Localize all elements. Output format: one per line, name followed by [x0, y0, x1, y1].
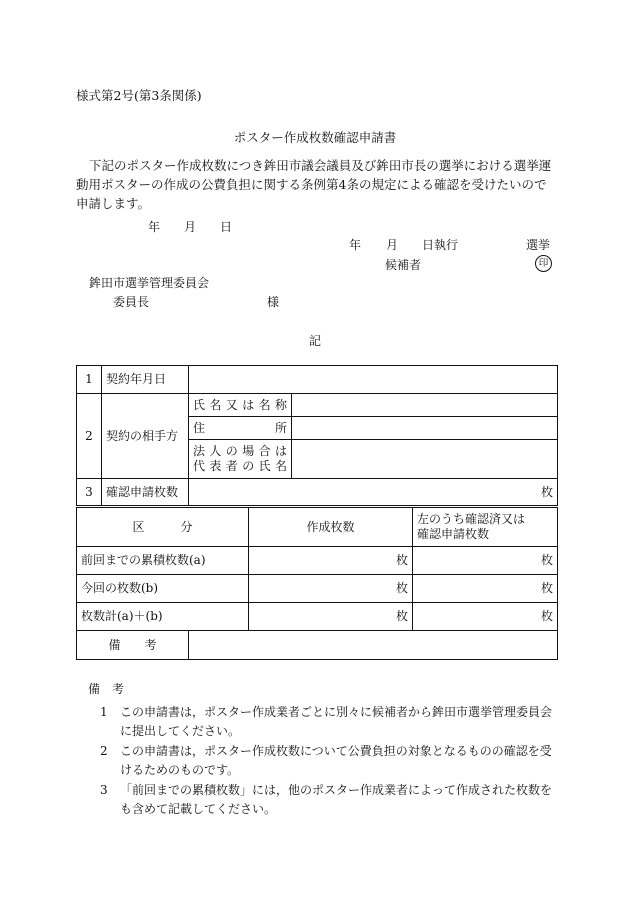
chairman-label: 委員長: [113, 295, 150, 309]
intro-paragraph: [76, 156, 556, 213]
document-title: ポスター作成枚数確認申請書: [233, 130, 397, 145]
intro-text: 下記のポスター作成枚数につき鉾田市議会議員及び鉾田市長の選挙における選挙運動用ポスターの作成の公費負担に関する条例第4条の規定による確認を受けたいので申請します。: [76, 158, 552, 211]
contract-party-label: 契約の相手方: [102, 394, 189, 479]
cumulative-confirmed-field[interactable]: 枚: [413, 547, 558, 575]
date-day-label: 日: [220, 220, 233, 234]
confirmed-header-line2: 確認申請枚数: [417, 527, 490, 541]
poster-count-table: [76, 507, 558, 660]
total-label: 枚数計(a)＋(b): [77, 603, 249, 631]
candidate-label: 候補者: [385, 258, 422, 272]
table-row: [77, 603, 558, 631]
table-row: [77, 394, 558, 417]
note-item: [88, 742, 558, 780]
note-item: [88, 781, 558, 819]
election-month-label: 月: [386, 238, 399, 252]
date-month-label: 月: [184, 220, 197, 234]
remarks-label: 備 考: [77, 631, 189, 660]
address-label: 住所: [189, 417, 292, 440]
remarks-field[interactable]: [189, 631, 558, 660]
total-confirmed-field[interactable]: 枚: [413, 603, 558, 631]
note-number: 3: [100, 783, 108, 797]
election-year-label: 年: [349, 238, 362, 252]
notes-title: 備 考: [88, 682, 125, 696]
note-text: この申請書は，ポスター作成業者ごとに別々に候補者から鉾田市選挙管理委員会に提出してください。: [120, 705, 553, 738]
election-day-executed-label: 日執行: [422, 238, 459, 252]
contract-date-field[interactable]: [189, 366, 558, 394]
note-text: この申請書は，ポスター作成枚数について公費負担の対象となるものの確認を受けるためのものです。: [120, 744, 552, 777]
notes-section: [88, 680, 558, 820]
row-number: 2: [77, 394, 102, 479]
table-row: [77, 366, 558, 394]
representative-label-line2: 代表者の氏名: [193, 459, 287, 473]
representative-label-line1: 法人の場合は: [193, 444, 287, 458]
committee-name: 鉾田市選挙管理委員会: [89, 276, 210, 290]
confirmed-header-line1: 左のうち確認済又は: [417, 512, 526, 526]
made-count-header: 作成枚数: [249, 508, 413, 547]
contract-info-table: [76, 365, 558, 506]
requested-count-label: 確認申請枚数: [102, 479, 189, 506]
address-field[interactable]: [292, 417, 558, 440]
representative-field[interactable]: [292, 440, 558, 479]
requested-count-field[interactable]: 枚: [189, 479, 558, 506]
name-field[interactable]: [292, 394, 558, 417]
current-made-field[interactable]: 枚: [249, 575, 413, 603]
cumulative-label: 前回までの累積枚数(a): [77, 547, 249, 575]
current-confirmed-field[interactable]: 枚: [413, 575, 558, 603]
row-number: 1: [77, 366, 102, 394]
table-header-row: [77, 508, 558, 547]
row-number: 3: [77, 479, 102, 506]
current-label: 今回の枚数(b): [77, 575, 249, 603]
table-row: [77, 631, 558, 660]
table-row: [77, 575, 558, 603]
table-row: [77, 479, 558, 506]
honorific-label: 様: [267, 295, 280, 309]
confirmed-count-header: [413, 508, 558, 547]
note-item: [88, 703, 558, 741]
date-year-label: 年: [148, 220, 161, 234]
form-number: 様式第2号(第3条関係): [76, 88, 202, 103]
note-number: 2: [100, 744, 108, 758]
category-header: 区 分: [77, 508, 249, 547]
ki-heading: 記: [308, 334, 321, 348]
cumulative-made-field[interactable]: 枚: [249, 547, 413, 575]
table-row: [77, 547, 558, 575]
note-text: 「前回までの累積枚数」には，他のポスター作成業者によって作成された枚数をも含めて記載してください。: [120, 783, 553, 816]
note-number: 1: [100, 705, 108, 719]
election-type-label: 選挙: [526, 238, 551, 252]
total-made-field[interactable]: 枚: [249, 603, 413, 631]
contract-date-label: 契約年月日: [102, 366, 189, 394]
seal-mark-icon: 印: [535, 255, 552, 272]
representative-label: [189, 440, 292, 479]
name-label: 氏名又は名称: [189, 394, 292, 417]
